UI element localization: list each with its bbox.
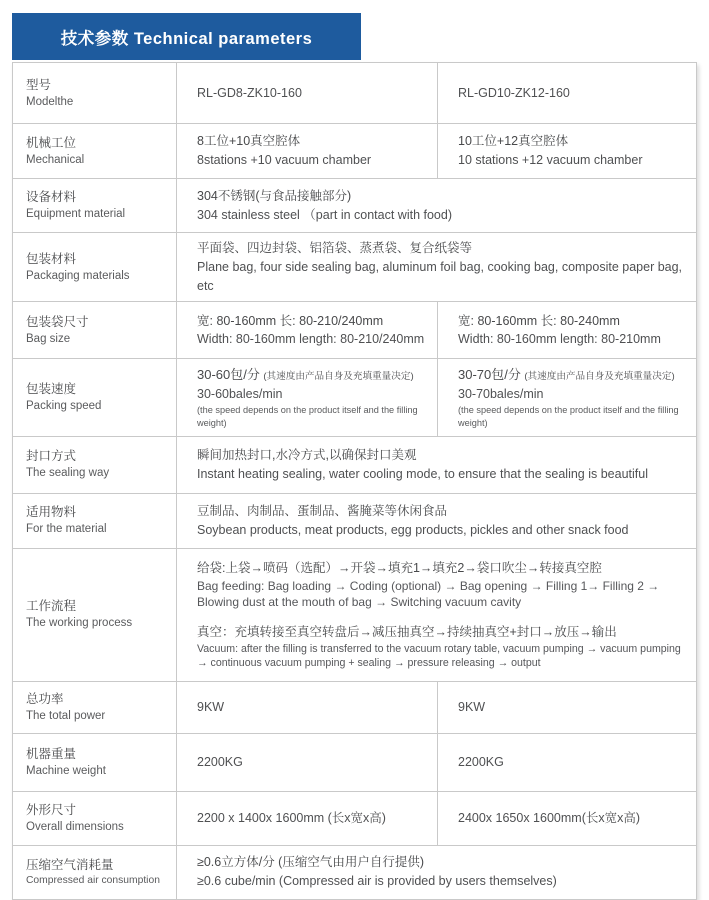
packing-speed-1-en: 30-60bales/min [197, 387, 283, 401]
mechanical-2-en: 10 stations +12 vacuum chamber [458, 153, 643, 167]
sealing-way-en: Instant heating sealing, water cooling mode, to ensure that the sealing is beautiful [197, 466, 648, 481]
param-label-en: Equipment material [26, 208, 126, 221]
param-label-en: Packing speed [26, 399, 102, 412]
table-row-packing-speed [13, 359, 697, 436]
packing-speed-2-en: 30-70bales/min [458, 387, 544, 401]
table-row-equipment-material [13, 179, 697, 233]
table-row-mechanical [13, 124, 697, 179]
param-label-sealing-way [13, 436, 177, 493]
param-value-total-power-2 [438, 681, 697, 733]
param-value-overall-dimensions-2 [438, 791, 697, 845]
param-value-total-power-1 [177, 681, 438, 733]
param-label-zh: 封口方式 [26, 449, 77, 464]
param-label-zh: 机器重量 [26, 746, 77, 761]
mechanical-2-zh: 10工位+12真空腔体 [458, 134, 569, 149]
bag-size-1-en: Width: 80-160mm length: 80-210/240mm [197, 332, 425, 347]
param-label-zh: 工作流程 [26, 599, 77, 614]
table-row-sealing-way [13, 436, 697, 493]
param-label-zh: 设备材料 [26, 190, 77, 205]
param-label-en: Machine weight [26, 764, 106, 777]
bag-size-1-zh: 宽: 80-160mm 长: 80-210/240mm [197, 313, 384, 328]
param-value-equipment-material [177, 179, 697, 233]
packing-speed-1-note-zh: (其速度由产品自身及充填重量决定) [263, 371, 414, 383]
param-label-machine-weight [13, 733, 177, 791]
param-value-bag-size-2 [438, 302, 697, 359]
param-value-working-process [177, 548, 697, 681]
param-value-mechanical-1 [177, 124, 438, 179]
param-value-compressed-air [177, 845, 697, 899]
param-label-compressed-air [13, 845, 177, 899]
param-value-machine-weight-1 [177, 733, 438, 791]
packing-speed-2-main: 30-70包/分 [458, 367, 521, 383]
param-label-zh: 包装速度 [26, 382, 77, 397]
equipment-material-zh: 304不锈钢(与食品接触部分) [197, 188, 352, 203]
table-row-machine-weight [13, 733, 697, 791]
total-power-2-value: 9KW [458, 699, 486, 714]
bag-size-2-en: Width: 80-160mm length: 80-210mm [458, 332, 661, 347]
param-label-packing-speed [13, 359, 177, 436]
param-value-packing-speed-1 [177, 359, 438, 436]
packing-speed-2-note-en: (the speed depends on the product itself and the filling weight) [458, 404, 679, 428]
sealing-way-zh: 瞬间加热封口,水冷方式,以确保封口美观 [197, 447, 417, 462]
technical-parameters-table [12, 62, 697, 900]
param-label-en: Packaging materials [26, 269, 130, 282]
param-label-en: Compressed air consumption [26, 875, 160, 887]
param-label-zh: 包装材料 [26, 251, 77, 266]
section-title: 技术参数 Technical parameters [60, 29, 313, 48]
param-value-bag-size-1 [177, 302, 438, 359]
mechanical-1-en: 8stations +10 vacuum chamber [197, 153, 372, 167]
param-label-packaging-materials [13, 233, 177, 302]
param-value-material [177, 493, 697, 548]
param-value-packing-speed-2 [438, 359, 697, 436]
param-value-packaging-materials [177, 233, 697, 302]
param-label-en: For the material [26, 523, 107, 536]
table-row-packaging-materials [13, 233, 697, 302]
param-label-mechanical [13, 124, 177, 179]
packing-speed-1-note-en: (the speed depends on the product itself and the filling weight) [197, 404, 418, 428]
param-label-en: The working process [26, 617, 133, 630]
machine-weight-2-value: 2200KG [458, 754, 504, 769]
param-value-overall-dimensions-1 [177, 791, 438, 845]
working-process-bag-zh: 给袋:上袋→喷码（选配）→开袋→填充1→填充2→袋口吹尘→转接真空腔 [197, 560, 602, 575]
param-label-en: Bag size [26, 332, 71, 345]
compressed-air-zh: ≥0.6立方体/分 (压缩空气由用户自行提供) [197, 855, 425, 870]
working-process-vacuum [197, 623, 684, 670]
param-label-zh: 外形尺寸 [26, 802, 77, 817]
working-process-vacuum-en: Vacuum: after the filling is transferred to the vacuum rotary table, vacuum pumping → vacuum pumping → continuous vacuum pumping + sealing → pressure releasing → output [197, 642, 681, 669]
packing-speed-1-main: 30-60包/分 [197, 367, 260, 383]
param-label-zh: 总功率 [26, 691, 64, 706]
param-value-model-2 [438, 63, 697, 124]
param-label-en: Modelthe [26, 95, 74, 108]
param-label-en: The total power [26, 709, 106, 722]
working-process-bag-feeding [197, 559, 684, 610]
packaging-materials-en: Plane bag, four side sealing bag, aluminum foil bag, cooking bag, composite paper bag, etc [197, 259, 683, 293]
compressed-air-en: ≥0.6 cube/min (Compressed air is provided by users themselves) [197, 874, 557, 888]
overall-dimensions-1-value: 2200 x 1400x 1600mm (长x宽x高) [197, 810, 386, 825]
param-label-equipment-material [13, 179, 177, 233]
param-label-material [13, 493, 177, 548]
param-label-total-power [13, 681, 177, 733]
overall-dimensions-2-value: 2400x 1650x 1600mm(长x宽x高) [458, 810, 641, 825]
model-1-value: RL-GD8-ZK10-160 [197, 85, 302, 100]
table-row-material [13, 493, 697, 548]
material-zh: 豆制品、肉制品、蛋制品、酱腌菜等休闲食品 [197, 503, 448, 518]
table-row-compressed-air [13, 845, 697, 899]
param-label-en: Overall dimensions [26, 820, 124, 833]
working-process-vacuum-zh: 真空：充填转接至真空转盘后→减压抽真空→持续抽真空+封口→放压→输出 [197, 624, 617, 639]
param-label-en: Mechanical [26, 153, 85, 166]
table-row-overall-dimensions [13, 791, 697, 845]
table-row-working-process [13, 548, 697, 681]
param-label-model [13, 63, 177, 124]
packaging-materials-zh: 平面袋、四边封袋、铝箔袋、蒸煮袋、复合纸袋等 [197, 241, 473, 255]
param-label-en: The sealing way [26, 467, 110, 480]
param-label-zh: 包装袋尺寸 [26, 315, 89, 330]
table-row-model [13, 63, 697, 124]
param-value-mechanical-2 [438, 124, 697, 179]
packing-speed-2-note-zh: (其速度由产品自身及充填重量决定) [524, 371, 675, 383]
bag-size-2-zh: 宽: 80-160mm 长: 80-240mm [458, 313, 620, 328]
param-value-machine-weight-2 [438, 733, 697, 791]
table-row-bag-size [13, 302, 697, 359]
param-label-zh: 适用物料 [26, 505, 77, 520]
machine-weight-1-value: 2200KG [197, 754, 243, 769]
param-label-overall-dimensions [13, 791, 177, 845]
working-process-bag-en: Bag feeding: Bag loading → Coding (optional) → Bag opening → Filling 1→ Filling 2 → Blowing dust at the mouth of bag → Switching vacuum cavity [197, 578, 660, 609]
param-label-bag-size [13, 302, 177, 359]
param-label-zh: 机械工位 [26, 135, 77, 150]
param-value-model-1 [177, 63, 438, 124]
param-label-zh: 型号 [26, 77, 52, 92]
material-en: Soybean products, meat products, egg products, pickles and other snack food [197, 522, 629, 537]
total-power-1-value: 9KW [197, 699, 225, 714]
section-title-banner [12, 13, 361, 60]
table-row-total-power [13, 681, 697, 733]
model-2-value: RL-GD10-ZK12-160 [458, 85, 570, 100]
param-value-sealing-way [177, 436, 697, 493]
param-label-working-process [13, 548, 177, 681]
mechanical-1-zh: 8工位+10真空腔体 [197, 134, 301, 149]
param-label-zh: 压缩空气消耗量 [26, 857, 114, 872]
equipment-material-en: 304 stainless steel （part in contact with food) [197, 207, 452, 222]
